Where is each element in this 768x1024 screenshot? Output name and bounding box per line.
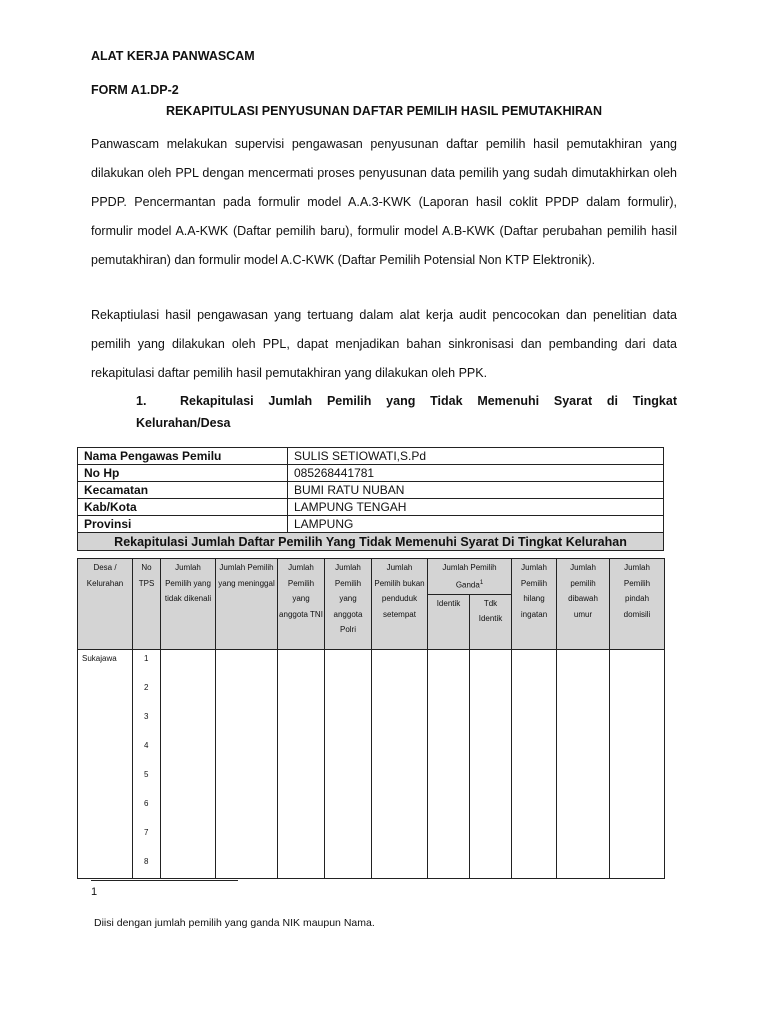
tps-number: 3 bbox=[144, 711, 149, 721]
info-row bbox=[78, 499, 664, 516]
empty-cell bbox=[610, 649, 665, 878]
empty-cell bbox=[278, 649, 325, 878]
table-banner-row bbox=[78, 533, 664, 551]
tool-heading: ALAT KERJA PANWASCAM bbox=[91, 49, 255, 63]
intro-paragraph: Panwascam melakukan supervisi pengawasan penyusunan daftar pemilih hasil pemutakhiran yang dilakukan oleh PPL dengan mencermati proses penyusunan data pemilih yang sudah dimutakhirkan oleh PPDP. Pencermantan pada formulir model A.A.3-KWK (Laporan hasil coklit PPDP dalam formulir), formulir model A.A-KWK (Daftar pemilih baru), formulir model A.B-KWK (Daftar perubahan pemilih hasil pemutakhiran) dan formulir model A.C-KWK (Daftar Pemilih Potensial Non KTP Elektronik). bbox=[91, 137, 677, 267]
empty-cell bbox=[512, 649, 557, 878]
col-tidak-dikenali: Jumlah Pemilih yang tidak dikenali bbox=[161, 559, 216, 650]
empty-cell bbox=[428, 649, 470, 878]
col-no-tps: No TPS bbox=[133, 559, 161, 650]
section-number: 1. bbox=[136, 394, 147, 408]
info-value: LAMPUNG TENGAH bbox=[288, 499, 664, 516]
tps-cell bbox=[133, 649, 161, 878]
table-row bbox=[78, 649, 665, 878]
empty-cell bbox=[372, 649, 428, 878]
info-value: BUMI RATU NUBAN bbox=[288, 482, 664, 499]
info-label: No Hp bbox=[78, 465, 288, 482]
col-pindah: Jumlah Pemilih pindah domisili bbox=[610, 559, 665, 650]
form-code: FORM A1.DP-2 bbox=[91, 83, 179, 97]
info-label: Provinsi bbox=[78, 516, 288, 533]
col-tdk-identik: Tdk Identik bbox=[470, 594, 512, 649]
col-dibawah-umur: Jumlah pemilih dibawah umur bbox=[557, 559, 610, 650]
col-bukan-penduduk: Jumlah Pemilih bukan penduduk setempat bbox=[372, 559, 428, 650]
tps-number: 1 bbox=[144, 653, 149, 663]
tps-number: 2 bbox=[144, 682, 149, 692]
info-row bbox=[78, 465, 664, 482]
section-title: Rekapitulasi Jumlah Pemilih yang Tidak Memenuhi Syarat di Tingkat Kelurahan/Desa bbox=[136, 394, 677, 430]
empty-cell bbox=[557, 649, 610, 878]
info-label: Kab/Kota bbox=[78, 499, 288, 516]
section-heading bbox=[136, 390, 677, 434]
footnote-number: 1 bbox=[91, 886, 98, 898]
table-banner: Rekapitulasi Jumlah Daftar Pemilih Yang Tidak Memenuhi Syarat Di Tingkat Kelurahan bbox=[78, 533, 664, 551]
officer-info-table bbox=[77, 447, 664, 551]
col-ganda-label: Jumlah Pemilih Ganda bbox=[442, 563, 497, 590]
info-value: SULIS SETIOWATI,S.Pd bbox=[288, 448, 664, 465]
col-polri: Jumlah Pemilih yang anggota Polri bbox=[325, 559, 372, 650]
footnote-divider bbox=[91, 880, 238, 881]
footnote-text: Diisi dengan jumlah pemilih yang ganda NIK maupun Nama. bbox=[94, 917, 375, 929]
info-row bbox=[78, 448, 664, 465]
col-identik: Identik bbox=[428, 594, 470, 649]
info-row bbox=[78, 516, 664, 533]
header-row bbox=[78, 559, 665, 595]
tps-number: 8 bbox=[144, 856, 149, 866]
desa-cell: Sukajawa bbox=[78, 649, 133, 878]
col-hilang-ingatan: Jumlah Pemilih hilang ingatan bbox=[512, 559, 557, 650]
info-label: Kecamatan bbox=[78, 482, 288, 499]
recap-table bbox=[77, 558, 665, 879]
tps-number: 5 bbox=[144, 769, 149, 779]
tps-number: 6 bbox=[144, 798, 149, 808]
info-value: LAMPUNG bbox=[288, 516, 664, 533]
tps-number: 4 bbox=[144, 740, 149, 750]
footnote-ref: 1 bbox=[479, 579, 484, 586]
info-label: Nama Pengawas Pemilu bbox=[78, 448, 288, 465]
empty-cell bbox=[325, 649, 372, 878]
col-desa: Desa / Kelurahan bbox=[78, 559, 133, 650]
col-meninggal: Jumlah Pemilih yang meninggal bbox=[216, 559, 278, 650]
empty-cell bbox=[161, 649, 216, 878]
info-value: 085268441781 bbox=[288, 465, 664, 482]
col-tni: Jumlah Pemilih yang anggota TNI bbox=[278, 559, 325, 650]
empty-cell bbox=[216, 649, 278, 878]
summary-paragraph: Rekaptiulasi hasil pengawasan yang tertuang dalam alat kerja audit pencocokan dan penelitian data pemilih yang dilakukan oleh PPL, dapat menjadikan bahan sinkronisasi dan pembanding dari data rekapitulasi daftar pemilih hasil pemutakhiran yang dilakukan oleh PPK. bbox=[91, 308, 677, 380]
col-ganda bbox=[428, 559, 512, 595]
tps-number: 7 bbox=[144, 827, 149, 837]
document-title: REKAPITULASI PENYUSUNAN DAFTAR PEMILIH HASIL PEMUTAKHIRAN bbox=[165, 104, 603, 118]
info-row bbox=[78, 482, 664, 499]
empty-cell bbox=[470, 649, 512, 878]
